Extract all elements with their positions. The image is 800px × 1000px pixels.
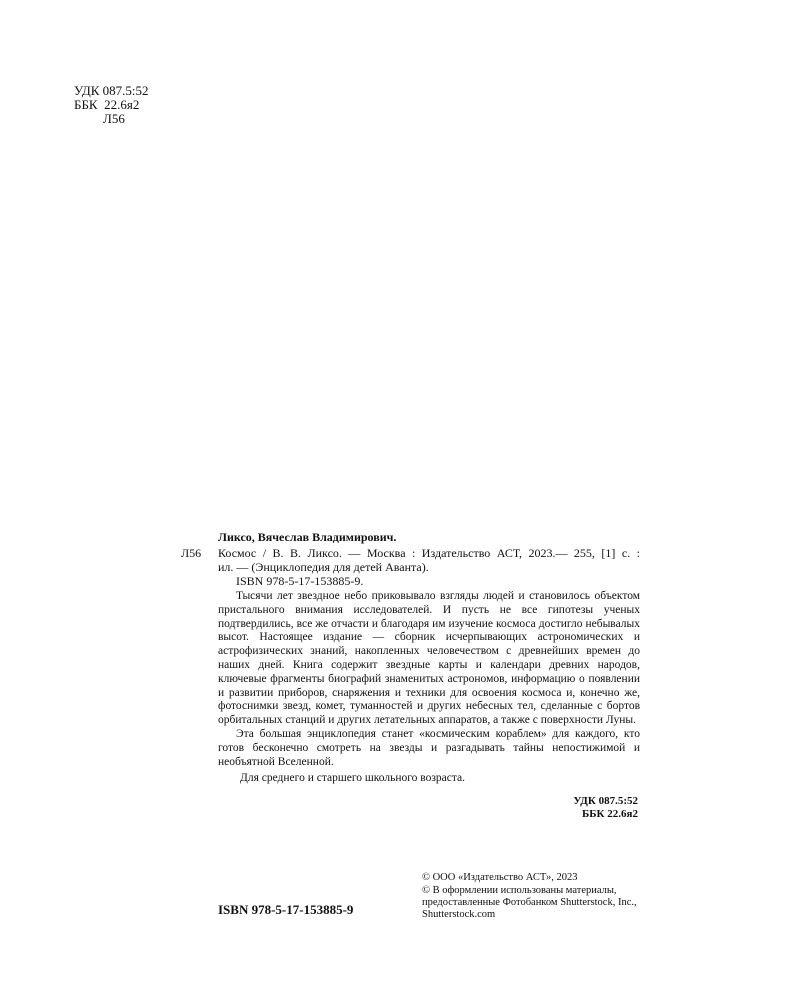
age-note: Для среднего и старшего школьного возраста. bbox=[240, 772, 466, 785]
copyright-line-1: © ООО «Издательство АСТ», 2023 bbox=[422, 872, 578, 883]
udk-code-bottom: УДК 087.5:52 bbox=[573, 795, 638, 808]
isbn-bottom: ISBN 978-5-17-153885-9 bbox=[218, 902, 354, 917]
author-mark: Л56 bbox=[181, 546, 202, 560]
classification-top bbox=[74, 84, 149, 126]
bibliographic-record bbox=[181, 530, 640, 821]
annotation-paragraph-1: Тысячи лет звездное небо приковывало взгляды людей и становилось объектом пристального внимания исследователей. И пусть не все гипотезы ученых подтвердились, все же отчасти и благодаря им изучение космоса достигло небывалых высот. Настоящее издание — сборник исчерпывающих астрономических и астрофизических знаний, накопленных человечеством с древнейших времен до наших дней. Книга содержит звездные карты и календари древних народов, ключевые фрагменты биографий знаменитых астрономов, информацию о появлении и развитии приборов, снаряжения и техники для освоения космоса и, конечно же, фотоснимки звезд, комет, туманностей и других небесных тел, сделанные с бортов орбитальных станций и других летательных аппаратов, а также с поверхности Луны. bbox=[218, 590, 640, 727]
bbk-code-top: ББК 22.6я2 bbox=[74, 97, 140, 112]
copyright-block bbox=[422, 872, 662, 921]
annotation-paragraph-2: Эта большая энциклопедия станет «космическим кораблем» для каждого, кто готов бесконечно смотреть на звезды и разгадывать тайны непостижимой и необъятной Вселенной. bbox=[218, 727, 640, 768]
author-code-top: Л56 bbox=[103, 111, 125, 126]
title-line: Космос / В. В. Ликсо. — Москва : Издательство АСТ, 2023.— 255, [1] с. : bbox=[218, 546, 640, 560]
copyright-line-4: Shutterstock.com bbox=[422, 909, 496, 920]
isbn-record: ISBN 978-5-17-153885-9. bbox=[236, 574, 364, 588]
bbk-code-bottom: ББК 22.6я2 bbox=[582, 808, 638, 821]
author-heading: Ликсо, Вячеслав Владимирович. bbox=[218, 530, 397, 544]
copyright-line-2: © В оформлении использованы материалы, bbox=[422, 885, 617, 896]
classification-bottom bbox=[218, 795, 640, 821]
copyright-line-3: предоставленные Фотобанком Shutterstock, Inc., bbox=[422, 897, 637, 908]
title-line-continued: ил. — (Энциклопедия для детей Аванта). bbox=[218, 560, 429, 574]
udk-code-top: УДК 087.5:52 bbox=[74, 83, 149, 98]
